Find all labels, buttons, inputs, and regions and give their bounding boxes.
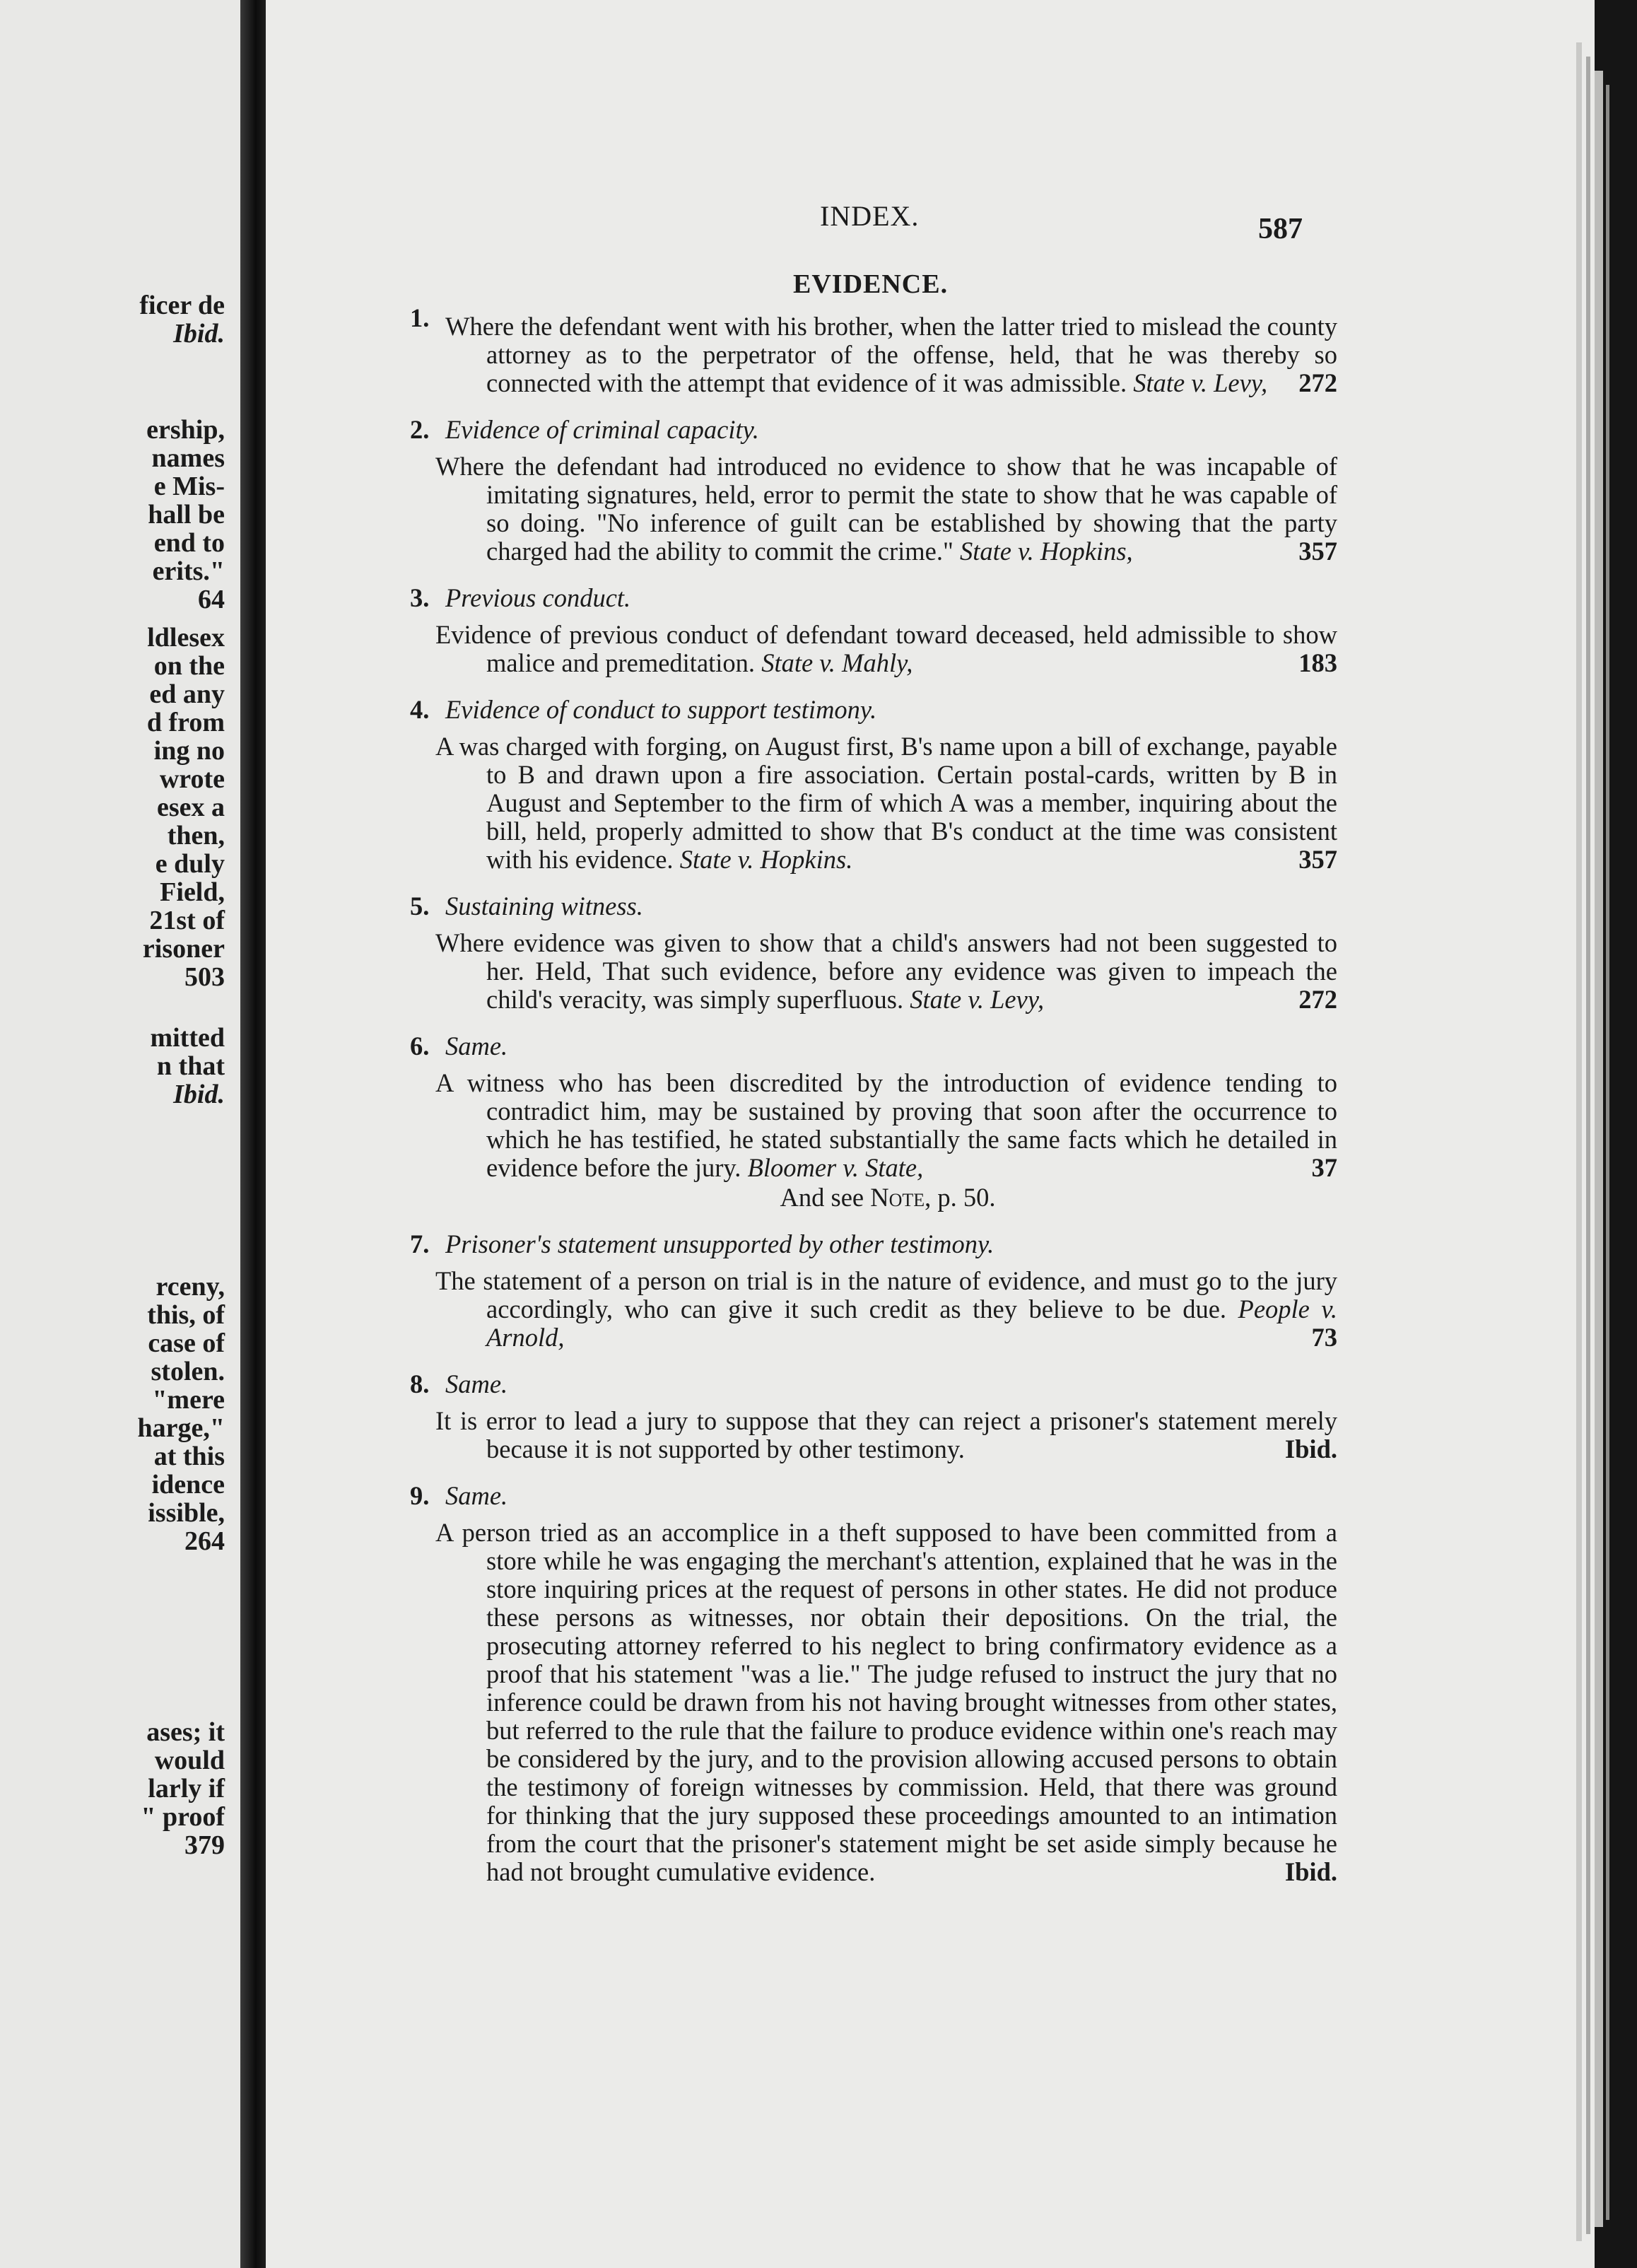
entry-body: It is error to lead a jury to suppose that they can reject a prisoner's statement merely because it is not supported by other testimony. xyxy=(435,1406,1337,1463)
citation-page: 37 xyxy=(1311,1153,1337,1182)
page-number: 587 xyxy=(1258,213,1303,245)
facing-page-line: mitted xyxy=(150,1023,225,1053)
facing-page-line: harge," xyxy=(137,1413,225,1443)
facing-page-line: e Mis- xyxy=(153,472,225,501)
facing-page-line: 379 xyxy=(184,1830,225,1860)
entry-heading: Previous conduct. xyxy=(445,583,631,612)
entry-body: A person tried as an accomplice in a theft supposed to have been committed from a store while he was engaging the merchant's attention, explained that he was in the store inquiring prices at the request of persons in other states. He did not produce these persons as witnesses, nor obtain their depositions. On the trial, the prosecuting attorney referred to his neglect to bring confirmatory evidence as a proof that his statement "was a lie." The judge refused to instruct the jury that no inference could be drawn from his not having brought witnesses from other states, but referred to the rule that the failure to produce evidence within one's reach may be considered by the jury, and to the provision allowing accused persons to obtain the testimony of foreign witnesses by commission. Held, that there was ground for thinking that the jury supposed these proceedings amounted to an intimation from the court that the prisoner's statement might be set aside simply because he had not brought cumulative evidence. xyxy=(435,1518,1337,1886)
facing-page-line: end to xyxy=(153,528,225,558)
index-entry xyxy=(410,304,1337,397)
entry-text xyxy=(410,929,1337,1014)
entry-number: 1. xyxy=(410,303,430,332)
entry-text xyxy=(410,452,1337,566)
entry-heading-row xyxy=(410,1370,1337,1398)
case-citation: State v. Hopkins, xyxy=(960,537,1133,566)
facing-page-line: 503 xyxy=(184,962,225,992)
facing-page-line: 21st of xyxy=(149,906,225,935)
entry-heading-row xyxy=(410,584,1337,612)
entry-text xyxy=(410,1069,1337,1182)
facing-page-line: erits." xyxy=(152,556,225,586)
index-entries xyxy=(410,304,1337,1905)
entry-body: Where the defendant had introduced no evidence to show that he was incapable of imitating signatures, held, error to permit the state to show that he was capable of so doing. "No inference of guilt can be established by showing that the party charged had the ability to commit the crime." xyxy=(435,452,1337,566)
citation-page: 73 xyxy=(1311,1323,1337,1352)
facing-page-line: 264 xyxy=(184,1526,225,1556)
facing-page-line: 64 xyxy=(198,585,225,614)
citation-page: 272 xyxy=(1298,985,1337,1014)
page-edge xyxy=(1595,71,1603,2227)
index-entry xyxy=(410,584,1337,677)
facing-page-line: on the xyxy=(153,651,225,681)
note-suffix: , p. 50. xyxy=(925,1183,996,1212)
entry-text xyxy=(410,621,1337,677)
note-word: Note xyxy=(870,1183,925,1212)
entry-heading: Sustaining witness. xyxy=(445,892,643,920)
index-entry xyxy=(410,1032,1337,1212)
entry-heading: Same. xyxy=(445,1031,508,1060)
entry-text xyxy=(410,1267,1337,1352)
case-citation: State v. Levy, xyxy=(910,985,1045,1014)
facing-page-line: would xyxy=(154,1746,225,1775)
citation-page: 183 xyxy=(1298,648,1337,677)
facing-page-line: Ibid. xyxy=(173,319,225,349)
entry-text xyxy=(410,732,1337,874)
facing-page-line: ed any xyxy=(149,679,225,709)
entry-body: A witness who has been discredited by the introduction of evidence tending to contradict him, may be sustained by proving that soon after the occurrence to which he has testified, he stated substantially the same facts which he detailed in evidence before the jury. xyxy=(435,1068,1337,1182)
entry-heading: Same. xyxy=(445,1481,508,1510)
entry-inline-row xyxy=(410,304,1337,397)
facing-page-line: ficer de xyxy=(139,291,225,320)
entry-number: 5. xyxy=(410,892,430,920)
index-entry xyxy=(410,1482,1337,1886)
citation-page: 357 xyxy=(1298,537,1337,566)
facing-page-line: hall be xyxy=(148,500,225,530)
facing-page-line: issible, xyxy=(148,1498,225,1528)
facing-page-line: larly if xyxy=(148,1774,225,1804)
entry-body: The statement of a person on trial is in the nature of evidence, and must go to the jury accordingly, who can give it such credit as they believe to be due. xyxy=(435,1266,1337,1323)
facing-page-line: case of xyxy=(148,1328,225,1358)
facing-page-line: this, of xyxy=(147,1300,225,1330)
citation-page: 272 xyxy=(1298,368,1337,397)
facing-page-line: d from xyxy=(146,708,225,737)
entry-number: 8. xyxy=(410,1369,430,1398)
facing-page-line: risoner xyxy=(142,934,225,964)
running-header: INDEX. xyxy=(820,200,920,232)
facing-page-line: ases; it xyxy=(146,1717,225,1747)
page-edge xyxy=(1576,42,1582,2241)
entry-heading-row xyxy=(410,416,1337,444)
facing-page-line: n that xyxy=(156,1051,225,1081)
facing-page-line: " proof xyxy=(141,1802,225,1832)
index-entry xyxy=(410,416,1337,566)
see-also-note xyxy=(410,1183,1337,1212)
facing-page-line: stolen. xyxy=(151,1357,225,1386)
index-entry xyxy=(410,1230,1337,1352)
book-gutter xyxy=(240,0,266,2268)
index-entry xyxy=(410,892,1337,1014)
facing-page-line: ing no xyxy=(153,736,225,766)
facing-page-line: "mere xyxy=(152,1385,225,1415)
entry-heading: Same. xyxy=(445,1369,508,1398)
entry-body: Evidence of previous conduct of defendant toward deceased, held admissible to show malice and premeditation. xyxy=(435,620,1337,677)
entry-body: Where the defendant went with his brother, when the latter tried to mislead the county attorney as to the perpetrator of the offense, held, that he was thereby so connected with the attempt that evidence of it was admissible. xyxy=(445,312,1337,397)
entry-number: 6. xyxy=(410,1031,430,1060)
facing-page-line: rceny, xyxy=(156,1272,225,1302)
case-citation: State v. Mahly, xyxy=(761,648,913,677)
entry-heading: Evidence of conduct to support testimony. xyxy=(445,695,877,724)
facing-page-line: then, xyxy=(167,821,225,850)
facing-page-line: ldlesex xyxy=(147,623,225,653)
citation-page: 357 xyxy=(1298,845,1337,874)
facing-page-line: esex a xyxy=(156,793,225,822)
case-citation: Bloomer v. State, xyxy=(747,1153,924,1182)
citation-page: Ibid. xyxy=(1284,1857,1337,1886)
page-edge xyxy=(1586,57,1590,2234)
entry-body: A was charged with forging, on August first, B's name upon a bill of exchange, payable to B and drawn upon a fire association. Certain postal-cards, written by B in August and September to the firm of which A was a member, inquiring about the bill, held, properly admitted to show that B's conduct at the time was consistent with his evidence. xyxy=(435,732,1337,874)
entry-body: Where evidence was given to show that a child's answers had not been suggested to her. Held, That such evidence, before any evidence was given to impeach the child's veracity, was simply superfluous. xyxy=(435,928,1337,1014)
entry-heading-row xyxy=(410,1032,1337,1060)
entry-number: 2. xyxy=(410,415,430,444)
citation-page: Ibid. xyxy=(1284,1434,1337,1463)
facing-page-line: at this xyxy=(153,1442,225,1471)
case-citation: People v. Arnold, xyxy=(486,1294,1338,1352)
entry-heading: Prisoner's statement unsupported by other testimony. xyxy=(445,1229,994,1258)
facing-page-line: names xyxy=(151,443,225,473)
entry-heading-row xyxy=(410,1230,1337,1258)
facing-page-fragment xyxy=(0,0,240,2268)
entry-number: 9. xyxy=(410,1481,430,1510)
case-citation: State v. Hopkins. xyxy=(679,845,853,874)
entry-heading-row xyxy=(410,696,1337,724)
entry-number: 3. xyxy=(410,583,430,612)
index-entry xyxy=(410,696,1337,874)
entry-text xyxy=(445,312,1337,397)
entry-text xyxy=(410,1407,1337,1463)
entry-text xyxy=(410,1519,1337,1886)
entry-heading-row xyxy=(410,892,1337,920)
page-edge xyxy=(1606,85,1609,2220)
facing-page-line: Field, xyxy=(160,877,225,907)
facing-page-line: wrote xyxy=(159,764,225,794)
section-title: EVIDENCE. xyxy=(793,269,949,299)
entry-number: 7. xyxy=(410,1229,430,1258)
entry-heading-row xyxy=(410,1482,1337,1510)
facing-page-line: ership, xyxy=(146,415,225,445)
facing-page-line: Ibid. xyxy=(173,1080,225,1109)
note-prefix: And see xyxy=(780,1183,864,1212)
facing-page-line: idence xyxy=(151,1470,225,1500)
entry-number: 4. xyxy=(410,695,430,724)
entry-heading: Evidence of criminal capacity. xyxy=(445,415,759,444)
index-entry xyxy=(410,1370,1337,1463)
facing-page-line: e duly xyxy=(155,849,225,879)
case-citation: State v. Levy, xyxy=(1133,368,1268,397)
